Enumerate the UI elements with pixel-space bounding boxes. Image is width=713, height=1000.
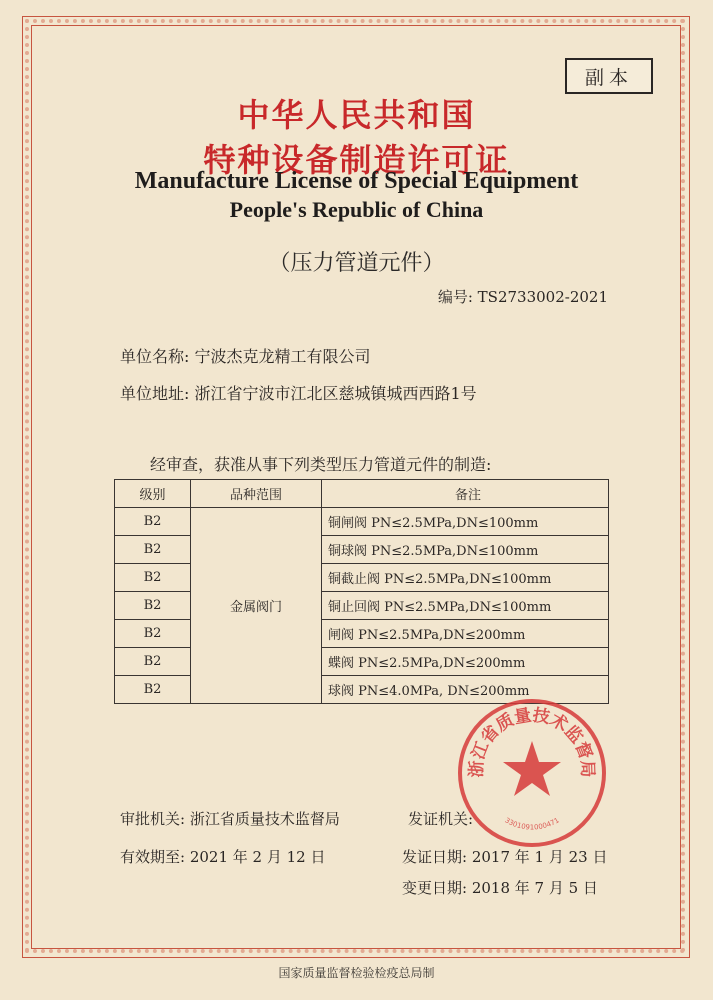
table-row	[115, 564, 609, 592]
header-category: 品种范围	[191, 480, 322, 508]
issuer-footnote: 国家质量监督检验检疫总局制	[278, 966, 435, 980]
company-address-field: 单位地址: 浙江省宁波市江北区慈城镇城西西路1号	[120, 384, 477, 403]
copy-stamp-label: 副本	[565, 58, 653, 94]
title-cn-line2: 特种设备制造许可证	[203, 141, 510, 179]
row-note: 铜截止阀 PN≤2.5MPa,DN≤100mm	[322, 564, 609, 592]
category-cell: 金属阀门	[191, 508, 322, 704]
license-scope-table	[114, 479, 609, 704]
row-level: B2	[115, 676, 191, 704]
row-level: B2	[115, 620, 191, 648]
title-en-line2: People's Republic of China	[229, 197, 484, 222]
title-cn-line1: 中华人民共和国	[237, 96, 476, 134]
row-note: 铜止回阀 PN≤2.5MPa,DN≤100mm	[322, 592, 609, 620]
change-date: 变更日期: 2018 年 7 月 5 日	[402, 879, 598, 897]
row-level: B2	[115, 648, 191, 676]
issue-date: 发证日期: 2017 年 1 月 23 日	[402, 848, 608, 866]
certificate-number: 编号: TS2733002-2021	[437, 288, 608, 306]
row-note: 闸阀 PN≤2.5MPa,DN≤200mm	[322, 620, 609, 648]
approval-authority: 审批机关: 浙江省质量技术监督局	[120, 810, 340, 828]
issuing-authority-label: 发证机关:	[408, 810, 474, 828]
seal-number: 3301091000471	[503, 816, 561, 832]
table-row	[115, 536, 609, 564]
table-header-row	[115, 480, 609, 508]
header-notes: 备注	[322, 480, 609, 508]
table-row	[115, 648, 609, 676]
row-note: 铜闸阀 PN≤2.5MPa,DN≤100mm	[322, 508, 609, 536]
document-subtitle: （压力管道元件）	[268, 251, 445, 276]
approval-intro-text: 经审查，获准从事下列类型压力管道元件的制造:	[150, 455, 492, 474]
row-note: 铜球阀 PN≤2.5MPa,DN≤100mm	[322, 536, 609, 564]
row-level: B2	[115, 536, 191, 564]
svg-text:3301091000471	[503, 816, 560, 831]
row-level: B2	[115, 564, 191, 592]
company-name-field: 单位名称: 宁波杰克龙精工有限公司	[120, 347, 371, 366]
table-row	[115, 592, 609, 620]
seal-text: 浙江省质量技术监督局	[466, 705, 598, 778]
row-level: B2	[115, 508, 191, 536]
official-seal	[455, 696, 609, 850]
table-row	[115, 620, 609, 648]
table-row	[115, 508, 609, 536]
header-level: 级别	[115, 480, 191, 508]
row-level: B2	[115, 592, 191, 620]
valid-until: 有效期至: 2021 年 2 月 12 日	[120, 848, 326, 866]
row-note: 蝶阀 PN≤2.5MPa,DN≤200mm	[322, 648, 609, 676]
row-note: 球阀 PN≤4.0MPa, DN≤200mm	[322, 676, 609, 704]
seal-star-icon	[503, 741, 561, 796]
title-en-line1: Manufacture License of Special Equipment	[134, 168, 579, 194]
